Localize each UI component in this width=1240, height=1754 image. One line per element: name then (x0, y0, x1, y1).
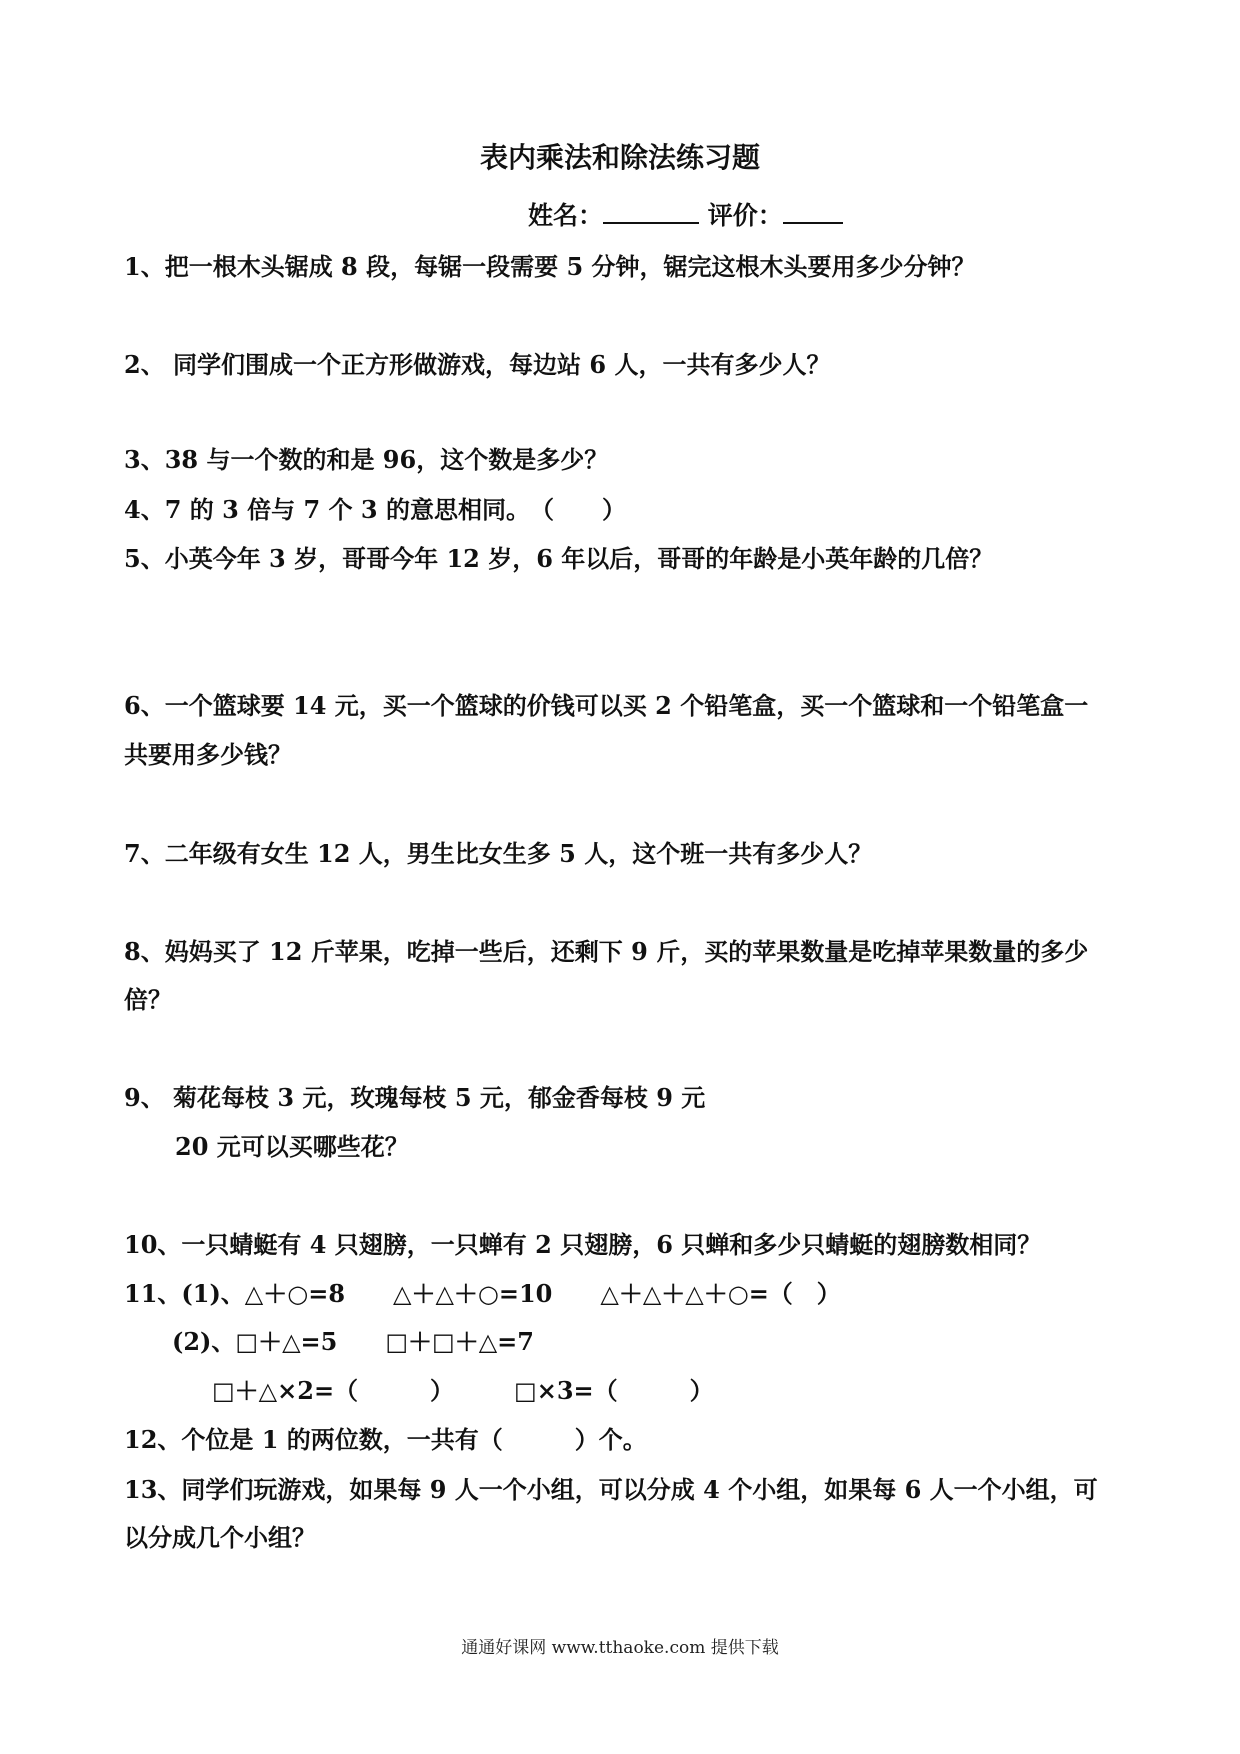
grade-blank (783, 200, 843, 224)
question-8: 8、妈妈买了 12 斤苹果，吃掉一些后，还剩下 9 斤，买的苹果数量是吃掉苹果数量的多少 (124, 937, 1089, 966)
question-11-part-2: (2)、□＋△=5 □＋□＋△=7 (172, 1327, 534, 1356)
student-info-line (528, 196, 843, 232)
question-7: 7、二年级有女生 12 人，男生比女生多 5 人，这个班一共有多少人？ (124, 839, 873, 868)
question-4: 4、7 的 3 倍与 7 个 3 的意思相同。 （ ） (124, 495, 626, 524)
question-6: 6、一个篮球要 14 元，买一个篮球的价钱可以买 2 个铅笔盒，买一个篮球和一个铅笔盒一 (124, 691, 1089, 720)
question-2: 2、 同学们围成一个正方形做游戏，每边站 6 人，一共有多少人？ (124, 350, 831, 379)
question-3: 3、38 与一个数的和是 96，这个数是多少？ (124, 445, 609, 474)
question-11-part-2-continued: □＋△×2=（ ） □×3=（ ） (212, 1376, 714, 1405)
grade-label: 评价： (707, 201, 783, 230)
question-9-continued: 20 元可以买哪些花？ (175, 1132, 409, 1161)
question-13: 13、同学们玩游戏，如果每 9 人一个小组，可以分成 4 个小组，如果每 6 人一个小组，可 (124, 1475, 1098, 1504)
page-title: 表内乘法和除法练习题 (479, 141, 760, 174)
question-13-continued: 以分成几个小组？ (124, 1523, 316, 1552)
footer-source: 通通好课网 www.tthaoke.com 提供下载 (461, 1638, 779, 1658)
question-12: 12、个位是 1 的两位数，一共有（ ）个。 (124, 1425, 647, 1454)
question-10: 10、一只蜻蜓有 4 只翅膀，一只蝉有 2 只翅膀，6 只蝉和多少只蜻蜓的翅膀数相同？ (124, 1230, 1042, 1259)
question-11-part-1: 11、(1)、△＋○=8 △＋△＋○=10 △＋△＋△＋○=（ ） (124, 1279, 841, 1308)
name-blank (603, 200, 699, 224)
question-8-continued: 倍？ (124, 985, 172, 1014)
question-5: 5、小英今年 3 岁，哥哥今年 12 岁，6 年以后，哥哥的年龄是小英年龄的几倍？ (124, 544, 994, 573)
name-label: 姓名： (528, 201, 604, 230)
question-9: 9、 菊花每枝 3 元，玫瑰每枝 5 元，郁金香每枝 9 元 (124, 1083, 706, 1112)
question-6-continued: 共要用多少钱？ (124, 740, 292, 769)
question-1: 1、把一根木头锯成 8 段，每锯一段需要 5 分钟，锯完这根木头要用多少分钟？ (124, 252, 976, 281)
